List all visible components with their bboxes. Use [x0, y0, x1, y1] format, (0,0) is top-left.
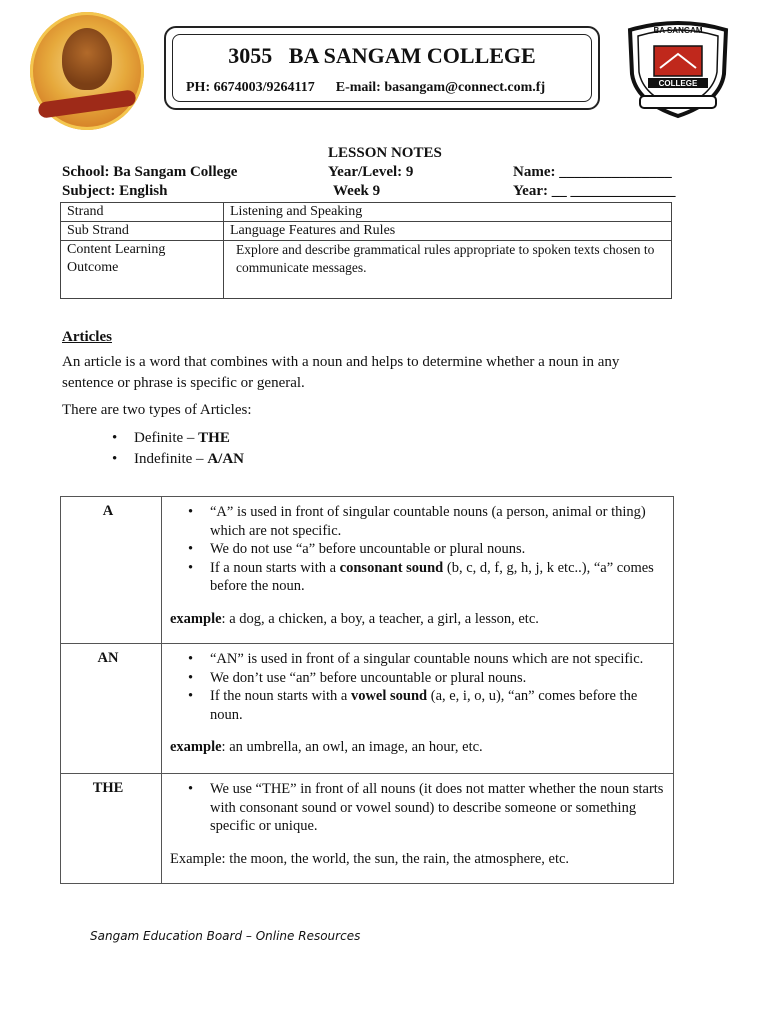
table-row [61, 774, 674, 884]
type-value: A/AN [207, 451, 244, 467]
rule-emphasis: consonant sound [339, 559, 444, 576]
year-field: Year: __ ______________ [513, 183, 676, 199]
example-text: : an umbrella, an owl, an image, an hour, etc. [221, 739, 483, 755]
article-key-the: THE [61, 774, 162, 884]
article-key-a: A [61, 497, 162, 644]
example-label: example [170, 739, 222, 755]
college-logo-right [620, 16, 736, 120]
articles-title: Articles [62, 329, 112, 345]
rule-text: (a, e, i, o, u), “an” comes before the noun. [210, 688, 638, 723]
week-label: Week 9 [333, 183, 381, 199]
example-label: example [170, 610, 222, 627]
name-field: Name: _______________ [513, 164, 672, 180]
logo-banner [37, 89, 136, 118]
sub-strand-label: Sub Strand [61, 222, 224, 241]
footer-text: Sangam Education Board – Online Resources [90, 929, 361, 943]
sub-strand-value: Language Features and Rules [224, 222, 672, 241]
email-address: E-mail: basangam@connect.com.fj [335, 80, 546, 95]
example-a [170, 610, 665, 629]
rule-text: If a noun starts with a [210, 559, 340, 576]
type-label: Indefinite – [134, 451, 208, 467]
strand-table [60, 202, 672, 299]
content-learning-outcome-value: Explore and describe grammatical rules appropriate to spoken texts chosen to communicate messages. [224, 241, 672, 299]
table-row [61, 644, 674, 774]
college-logo-left [30, 12, 144, 130]
content-learning-outcome-label: Content Learning Outcome [61, 241, 224, 299]
lesson-notes-heading: LESSON NOTES [328, 145, 442, 161]
article-rules-the [162, 774, 674, 884]
article-rules-a [162, 497, 674, 644]
articles-types-intro: There are two types of Articles: [62, 402, 252, 418]
list-item: • “AN” is used in front of a singular countable nouns which are not specific. [200, 650, 665, 669]
right-logo-bottom-text: COLLEGE [658, 79, 698, 88]
list-item [200, 559, 665, 596]
rule-text: (b, c, d, f, g, h, j, k etc..), “a” comes before the noun. [210, 559, 654, 594]
rule-text: If the noun starts with a [210, 688, 351, 704]
subject-label: Subject: English [62, 183, 168, 199]
example-the: Example: the moon, the world, the sun, the rain, the atmosphere, etc. [170, 850, 570, 867]
list-item [200, 687, 665, 724]
year-level-label: Year/Level: 9 [328, 164, 414, 180]
list-item [124, 428, 244, 449]
list-item [124, 449, 244, 470]
table-row [61, 241, 672, 299]
phone-number: PH: 6674003/9264117 [186, 80, 315, 95]
list-item: • “A” is used in front of singular countable nouns (a person, animal or thing) which are not specific. [200, 503, 665, 540]
table-row [61, 222, 672, 241]
strand-value: Listening and Speaking [224, 203, 672, 222]
portrait-icon [62, 28, 112, 90]
type-value: THE [198, 430, 230, 446]
example-text: : a dog, a chicken, a boy, a teacher, a girl, a lesson, etc. [221, 610, 539, 627]
list-item: • We do not use “a” before uncountable or plural nouns. [200, 540, 665, 559]
article-rules-an [162, 644, 674, 774]
table-row [61, 203, 672, 222]
table-row [61, 497, 674, 644]
article-key-an: AN [61, 644, 162, 774]
strand-label: Strand [61, 203, 224, 222]
college-title-box [164, 26, 600, 110]
rule-emphasis: vowel sound [350, 688, 428, 704]
list-item: • We use “THE” in front of all nouns (it does not matter whether the noun starts with consonant sound or vowel sound) to describe someone or something specific or unique. [200, 780, 665, 836]
example-an [170, 738, 665, 757]
college-name: 3055 BA SANGAM COLLEGE [228, 43, 536, 68]
article-types-list [104, 428, 244, 470]
list-item: • We don’t use “an” before uncountable or plural nouns. [200, 669, 665, 688]
school-label: School: Ba Sangam College [62, 164, 238, 180]
right-logo-top-text: BA SANGAM [653, 26, 703, 35]
articles-intro: An article is a word that combines with a noun and helps to determine whether a noun in any sentence or phrase is specific or general. [62, 354, 620, 391]
articles-table [60, 496, 674, 884]
contact-info [186, 80, 545, 96]
type-label: Definite – [134, 430, 199, 446]
